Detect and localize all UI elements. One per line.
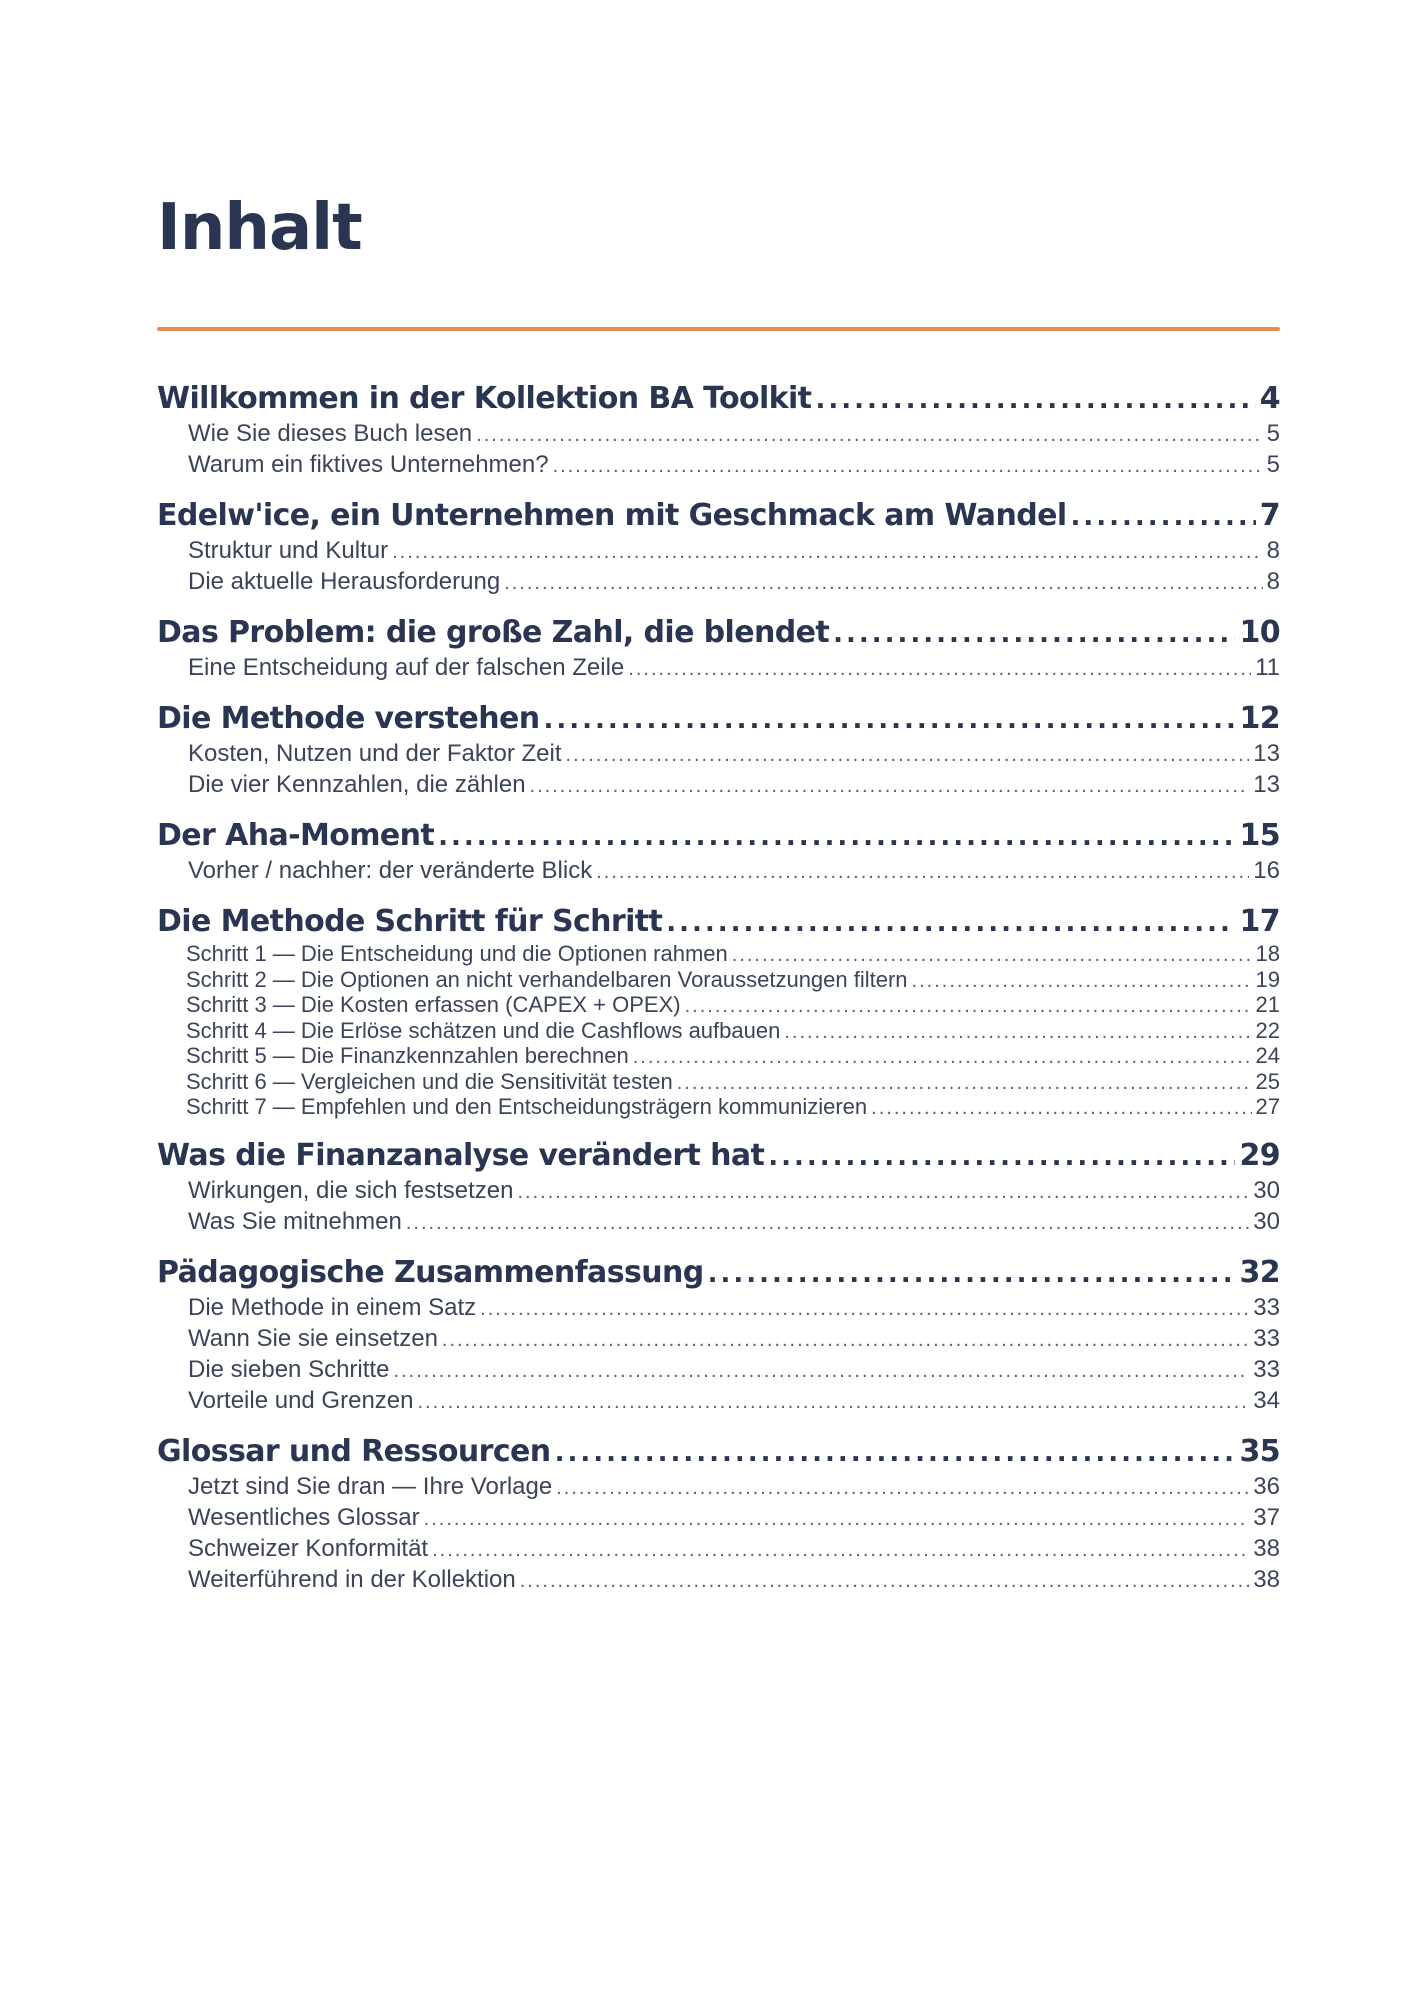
toc-subsection-page: 24	[1255, 1043, 1280, 1068]
toc-dot-leader	[666, 904, 1235, 942]
toc-subsection-page: 37	[1253, 1503, 1280, 1531]
toc-subsection-entry[interactable]	[157, 942, 1280, 968]
toc-subsection-title: Schritt 6 — Vergleichen und die Sensitivität testen	[186, 1068, 673, 1094]
toc-chapter-title: Das Problem: die große Zahl, die blendet	[157, 615, 830, 650]
toc-dot-leader	[1071, 498, 1256, 536]
toc-dot-leader	[596, 858, 1249, 887]
toc-subsection-entry[interactable]	[157, 653, 1280, 684]
toc-dot-leader	[871, 1096, 1251, 1121]
toc-chapter-entry[interactable]	[157, 614, 1280, 653]
toc-chapter-entry[interactable]	[157, 903, 1280, 942]
toc-dot-leader	[556, 1474, 1249, 1503]
toc-subsection-entry[interactable]	[157, 856, 1280, 887]
toc-subsection-title: Kosten, Nutzen und der Faktor Zeit	[188, 740, 562, 767]
toc-chapter-page: 12	[1239, 701, 1280, 736]
title-divider	[157, 327, 1280, 331]
toc-dot-leader	[628, 655, 1251, 684]
toc-section	[157, 1433, 1280, 1596]
toc-subsection-title: Die aktuelle Herausforderung	[188, 568, 501, 595]
toc-subsection-title: Vorher / nachher: der veränderte Blick	[188, 857, 593, 884]
toc-subsection-page: 16	[1253, 857, 1280, 884]
toc-chapter-page: 17	[1239, 904, 1280, 939]
toc-subsection-page: 33	[1253, 1324, 1280, 1352]
toc-subsection-page: 30	[1253, 1207, 1280, 1235]
toc-dot-leader	[768, 1138, 1235, 1176]
toc-dot-leader	[677, 1071, 1252, 1096]
toc-subsection-title: Die vier Kennzahlen, die zählen	[188, 771, 526, 798]
toc-subsection-entry[interactable]	[157, 1534, 1280, 1565]
toc-dot-leader	[442, 1326, 1249, 1355]
toc-chapter-entry[interactable]	[157, 1137, 1280, 1176]
toc-chapter-page: 15	[1239, 818, 1280, 853]
toc-dot-leader	[784, 1020, 1251, 1045]
toc-dot-leader	[393, 1357, 1249, 1386]
toc-dot-leader	[543, 701, 1235, 739]
toc-dot-leader	[555, 1434, 1236, 1472]
toc-chapter-entry[interactable]	[157, 817, 1280, 856]
toc-dot-leader	[833, 615, 1235, 653]
toc-subsection-page: 13	[1253, 771, 1280, 798]
toc-chapter-title: Die Methode Schritt für Schritt	[157, 904, 663, 939]
toc-subsection-entry[interactable]	[157, 1386, 1280, 1417]
toc-subsection-title: Was Sie mitnehmen	[188, 1207, 402, 1235]
toc-subsection-page: 11	[1255, 654, 1280, 681]
toc-dot-leader	[912, 969, 1252, 994]
toc-subsection-entry[interactable]	[157, 1472, 1280, 1503]
toc-subsection-entry[interactable]	[157, 770, 1280, 801]
toc-subsection-page: 33	[1253, 1355, 1280, 1383]
toc-subsection-page: 8	[1266, 537, 1280, 564]
toc-subsection-page: 18	[1255, 941, 1280, 966]
toc-subsection-page: 8	[1266, 568, 1280, 595]
toc-subsection-page: 36	[1253, 1472, 1280, 1500]
toc-subsection-entry[interactable]	[157, 1095, 1280, 1121]
toc-dot-leader	[708, 1255, 1236, 1293]
toc-subsection-title: Schritt 1 — Die Entscheidung und die Optionen rahmen	[186, 941, 728, 966]
toc-subsection-entry[interactable]	[157, 1324, 1280, 1355]
toc-chapter-entry[interactable]	[157, 700, 1280, 739]
toc-subsection-title: Warum ein fiktives Unternehmen?	[188, 451, 549, 478]
toc-subsection-entry[interactable]	[157, 1565, 1280, 1596]
toc-subsection-title: Schritt 3 — Die Kosten erfassen (CAPEX + OPEX)	[186, 992, 681, 1017]
toc-subsection-page: 30	[1253, 1176, 1280, 1204]
toc-chapter-page: 29	[1239, 1137, 1280, 1173]
toc-chapter-entry[interactable]	[157, 497, 1280, 536]
toc-subsection-page: 25	[1255, 1068, 1280, 1094]
toc-subsection-entry[interactable]	[157, 450, 1280, 481]
toc-subsection-page: 33	[1253, 1293, 1280, 1321]
toc-subsection-title: Wirkungen, die sich festsetzen	[188, 1176, 514, 1204]
toc-subsection-entry[interactable]	[157, 1044, 1280, 1070]
toc-chapter-page: 10	[1239, 615, 1280, 650]
toc-subsection-title: Schweizer Konformität	[188, 1534, 429, 1562]
toc-dot-leader	[530, 772, 1250, 801]
toc-subsection-entry[interactable]	[157, 536, 1280, 567]
toc-subsection-title: Wesentliches Glossar	[188, 1503, 420, 1531]
toc-section	[157, 817, 1280, 887]
table-of-contents	[157, 380, 1280, 1612]
toc-dot-leader	[392, 538, 1263, 567]
toc-subsection-page: 34	[1253, 1386, 1280, 1414]
toc-chapter-title: Der Aha-Moment	[157, 818, 435, 853]
toc-subsection-entry[interactable]	[157, 739, 1280, 770]
toc-chapter-page: 35	[1239, 1433, 1280, 1469]
toc-section	[157, 380, 1280, 481]
toc-dot-leader	[476, 421, 1262, 450]
toc-subsection-entry[interactable]	[157, 993, 1280, 1019]
toc-subsection-title: Wann Sie sie einsetzen	[188, 1324, 438, 1352]
toc-subsection-title: Weiterführend in der Kollektion	[188, 1565, 516, 1593]
toc-section	[157, 700, 1280, 801]
toc-subsection-title: Struktur und Kultur	[188, 537, 389, 564]
toc-chapter-title: Willkommen in der Kollektion BA Toolkit	[157, 381, 812, 416]
toc-subsection-page: 5	[1266, 451, 1280, 478]
toc-subsection-entry[interactable]	[157, 419, 1280, 450]
toc-chapter-entry[interactable]	[157, 1254, 1280, 1293]
toc-chapter-title: Die Methode verstehen	[157, 701, 540, 736]
toc-chapter-entry[interactable]	[157, 380, 1280, 419]
toc-subsection-entry[interactable]	[157, 1070, 1280, 1096]
toc-chapter-title: Was die Finanzanalyse verändert hat	[157, 1137, 765, 1173]
toc-subsection-entry[interactable]	[157, 1503, 1280, 1534]
toc-section	[157, 497, 1280, 598]
toc-subsection-title: Eine Entscheidung auf der falschen Zeile	[188, 654, 625, 681]
toc-dot-leader	[685, 994, 1252, 1019]
toc-subsection-entry[interactable]	[157, 968, 1280, 994]
toc-subsection-entry[interactable]	[157, 1355, 1280, 1386]
toc-subsection-page: 13	[1253, 740, 1280, 767]
toc-subsection-title: Schritt 5 — Die Finanzkennzahlen berechnen	[186, 1043, 629, 1068]
toc-chapter-title: Edelw'ice, ein Unternehmen mit Geschmack am Wandel	[157, 498, 1067, 533]
toc-dot-leader	[566, 741, 1250, 770]
toc-dot-leader	[815, 381, 1255, 419]
toc-dot-leader	[504, 569, 1262, 598]
toc-subsection-page: 27	[1255, 1094, 1280, 1119]
toc-subsection-title: Jetzt sind Sie dran — Ihre Vorlage	[188, 1472, 553, 1500]
toc-chapter-page: 7	[1259, 498, 1280, 533]
toc-subsection-entry[interactable]	[157, 1207, 1280, 1238]
toc-section	[157, 614, 1280, 684]
toc-subsection-entry[interactable]	[157, 1176, 1280, 1207]
toc-section	[157, 1137, 1280, 1238]
toc-subsection-title: Die Methode in einem Satz	[188, 1293, 477, 1321]
toc-section	[157, 1254, 1280, 1417]
toc-subsection-title: Schritt 7 — Empfehlen und den Entscheidungsträgern kommunizieren	[186, 1094, 868, 1119]
toc-subsection-title: Vorteile und Grenzen	[188, 1386, 414, 1414]
toc-subsection-page: 5	[1266, 420, 1280, 447]
toc-section	[157, 903, 1280, 1121]
toc-subsection-title: Schritt 2 — Die Optionen an nicht verhandelbaren Voraussetzungen filtern	[186, 966, 908, 992]
toc-dot-leader	[732, 943, 1252, 968]
toc-chapter-title: Glossar und Ressourcen	[157, 1433, 551, 1469]
toc-chapter-entry[interactable]	[157, 1433, 1280, 1472]
toc-subsection-entry[interactable]	[157, 1019, 1280, 1045]
toc-subsection-entry[interactable]	[157, 1293, 1280, 1324]
toc-chapter-page: 4	[1259, 381, 1280, 416]
toc-subsection-page: 38	[1253, 1565, 1280, 1593]
toc-dot-leader	[633, 1045, 1252, 1070]
toc-dot-leader	[417, 1388, 1249, 1417]
toc-dot-leader	[480, 1295, 1249, 1324]
toc-subsection-title: Wie Sie dieses Buch lesen	[188, 420, 473, 447]
toc-subsection-title: Schritt 4 — Die Erlöse schätzen und die Cashflows aufbauen	[186, 1017, 781, 1043]
toc-dot-leader	[424, 1505, 1250, 1534]
toc-dot-leader	[553, 452, 1263, 481]
toc-subsection-entry[interactable]	[157, 567, 1280, 598]
toc-subsection-page: 22	[1255, 1017, 1280, 1043]
page-title: Inhalt	[157, 191, 362, 265]
toc-subsection-page: 21	[1255, 992, 1280, 1017]
toc-dot-leader	[520, 1567, 1250, 1596]
toc-chapter-title: Pädagogische Zusammenfassung	[157, 1254, 704, 1290]
toc-subsection-title: Die sieben Schritte	[188, 1355, 390, 1383]
toc-dot-leader	[406, 1209, 1249, 1238]
toc-dot-leader	[438, 818, 1235, 856]
toc-subsection-page: 19	[1255, 966, 1280, 992]
toc-dot-leader	[432, 1536, 1249, 1565]
toc-subsection-page: 38	[1253, 1534, 1280, 1562]
toc-chapter-page: 32	[1239, 1254, 1280, 1290]
toc-dot-leader	[518, 1178, 1250, 1207]
